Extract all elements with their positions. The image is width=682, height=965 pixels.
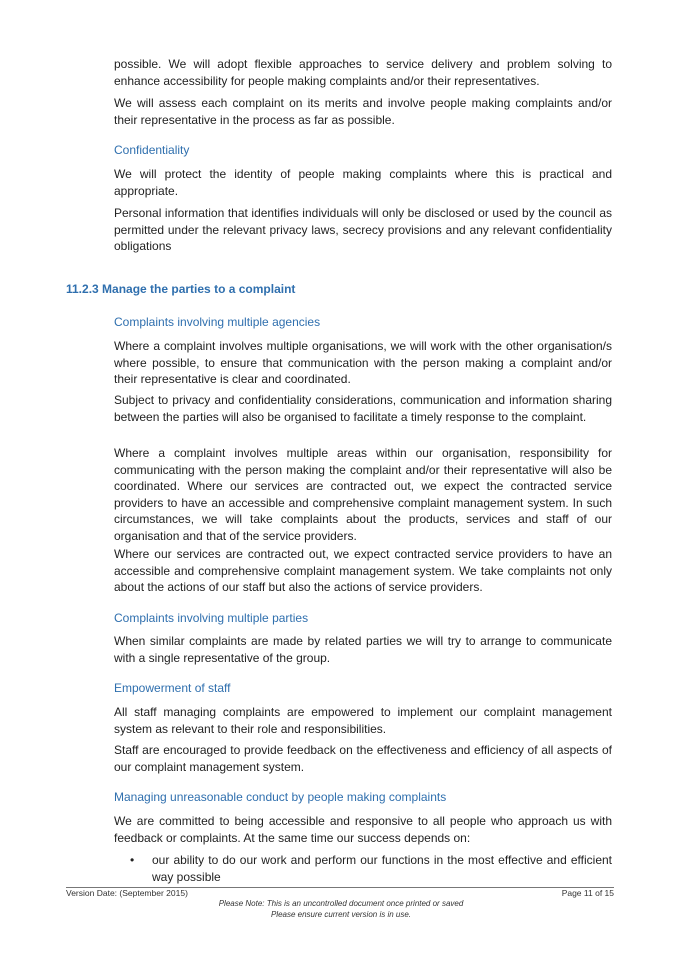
paragraph-contracted-out: Where our services are contracted out, we expect contracted service providers to have an accessible and comprehensive complaint management system. We take complaints not only about the actions of our staff but also the actions of service providers.: [114, 547, 612, 594]
paragraph-similar-complaints: When similar complaints are made by related parties we will try to arrange to communicate with a single representative of the group.: [114, 634, 612, 665]
paragraph-personal-information: Personal information that identifies individuals will only be disclosed or used by the council as permitted under the relevant privacy laws, secrecy provisions and any relevant confidentiality obligations: [114, 206, 612, 253]
paragraph-staff-feedback: Staff are encouraged to provide feedback on the effectiveness and efficiency of all aspects of our complaint management system.: [114, 743, 612, 774]
paragraph-multiple-organisations: Where a complaint involves multiple organisations, we will work with the other organisation/s where possible, to ensure that communication with the person making a complaint and/or their representative is clear and coordinated.: [114, 339, 612, 386]
bullet-icon: •: [130, 853, 135, 867]
footer-uncontrolled-note: Please Note: This is an uncontrolled document once printed or saved: [218, 899, 464, 908]
paragraph-privacy-considerations: Subject to privacy and confidentiality considerations, communication and information sharing between the parties will also be organised to facilitate a timely response to the complaint.: [114, 393, 612, 424]
paragraph-protect-identity: We will protect the identity of people making complaints where this is practical and appropriate.: [114, 167, 612, 198]
footer-current-version-note: Please ensure current version is in use.: [270, 910, 412, 919]
bullet-text: our ability to do our work and perform our functions in the most effective and efficient way possible: [152, 853, 612, 884]
subheading-empowerment-of-staff: Empowerment of staff: [114, 681, 231, 695]
paragraph-staff-empowered: All staff managing complaints are empowered to implement our complaint management system as relevant to their role and responsibilities.: [114, 705, 612, 736]
footer-version-date: Version Date: (September 2015): [66, 888, 188, 898]
subheading-multiple-agencies: Complaints involving multiple agencies: [114, 315, 321, 329]
subheading-unreasonable-conduct: Managing unreasonable conduct by people making complaints: [114, 790, 447, 804]
subheading-confidentiality: Confidentiality: [114, 143, 190, 157]
paragraph-multiple-areas: Where a complaint involves multiple areas within our organisation, responsibility for communicating with the person making the complaint and/or their representative will also be coordinated. Where our services are contracted out, we expect the contracted service providers to have an accessible and comprehensive complaint management system. In such circumstances, we will take complaints about the products, services and staff of our organisation and that of the service providers.: [114, 446, 612, 543]
section-heading-manage-parties: 11.2.3 Manage the parties to a complaint: [66, 282, 296, 296]
paragraph-committed-accessible: We are committed to being accessible and responsive to all people who approach us with feedback or complaints. At the same time our success depends on:: [114, 814, 612, 845]
paragraph-flexible-approaches: possible. We will adopt flexible approaches to service delivery and problem solving to enhance accessibility for people making complaints and/or their representatives.: [114, 57, 612, 88]
subheading-multiple-parties: Complaints involving multiple parties: [114, 611, 309, 625]
footer-page-number: Page 11 of 15: [561, 888, 614, 898]
paragraph-assess-complaint: We will assess each complaint on its merits and involve people making complaints and/or their representative in the process as far as possible.: [114, 96, 612, 127]
